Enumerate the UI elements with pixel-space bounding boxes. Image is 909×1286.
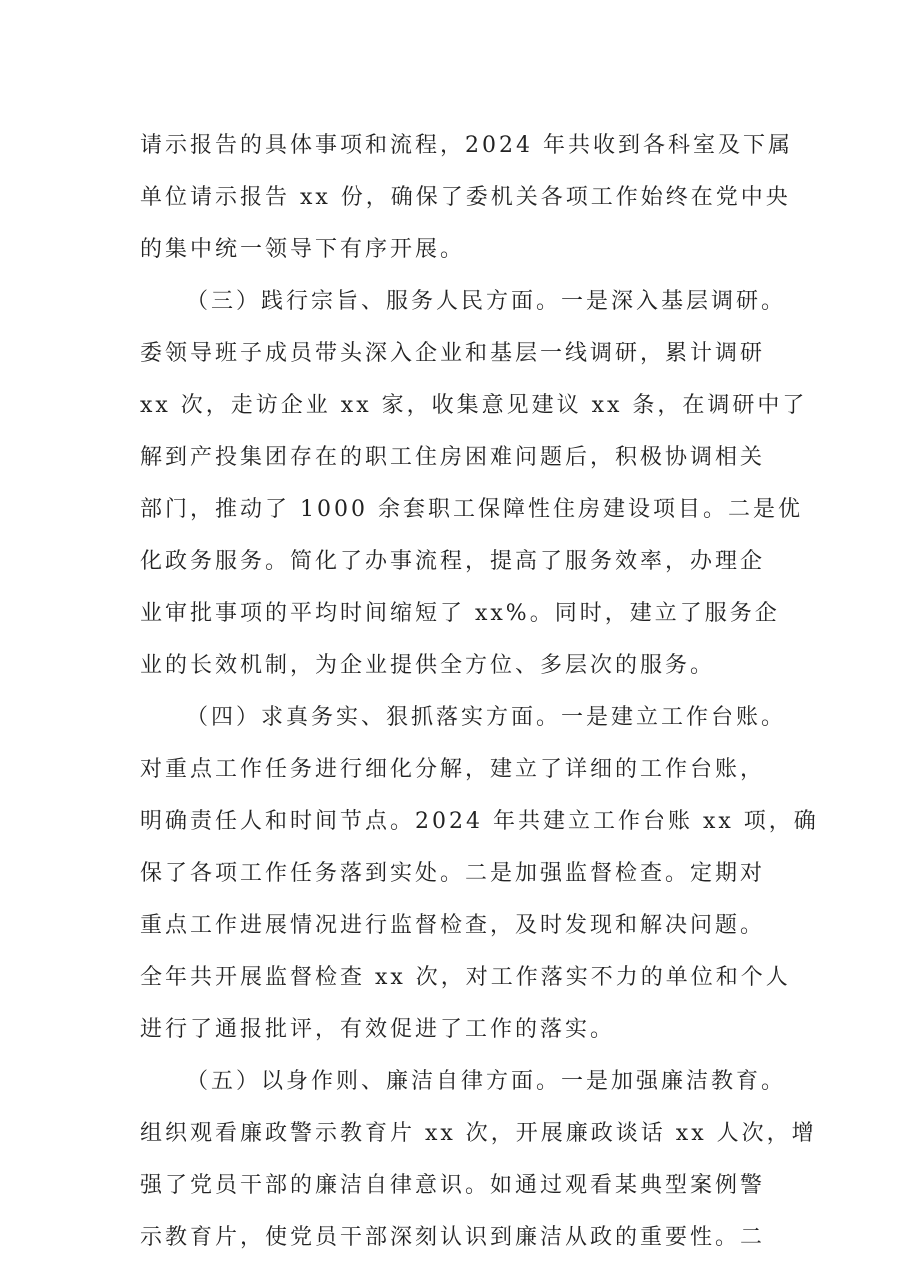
text-line: 强了党员干部的廉洁自律意识。如通过观看某典型案例警 [140,1173,766,1198]
text-line: 业审批事项的平均时间缩短了 xx%。同时，建立了服务企 [140,601,780,626]
text-line: 部门，推动了 1000 余套职工保障性住房建设项目。二是优 [140,497,803,522]
text-line: 委领导班子成员带头深入企业和基层一线调研，累计调研 [140,341,766,366]
text-line: 全年共开展监督检查 xx 次，对工作落实不力的单位和个人 [140,965,791,990]
text-line: 解到产投集团存在的职工住房困难问题后，积极协调相关 [140,445,766,470]
text-line: 请示报告的具体事项和流程，2024 年共收到各科室及下属 [140,133,793,158]
document-body [140,120,819,1264]
text-line: 化政务服务。简化了办事流程，提高了服务效率，办理企 [140,549,766,574]
section-heading-line: （四）求真务实、狠抓落实方面。一是建立工作台账。 [186,705,787,730]
text-line: 单位请示报告 xx 份，确保了委机关各项工作始终在党中央 [140,185,791,210]
section-heading-line: （五）以身作则、廉洁自律方面。一是加强廉洁教育。 [186,1069,787,1094]
text-line: 保了各项工作任务落到实处。二是加强监督检查。定期对 [140,861,766,886]
section-heading-line: （三）践行宗旨、服务人民方面。一是深入基层调研。 [186,289,787,314]
text-line: 组织观看廉政警示教育片 xx 次，开展廉政谈话 xx 人次，增 [140,1121,817,1146]
text-line: xx 次，走访企业 xx 家，收集意见建议 xx 条，在调研中了 [140,393,808,418]
text-line: 对重点工作任务进行细化分解，建立了详细的工作台账， [140,757,766,782]
text-line: 明确责任人和时间节点。2024 年共建立工作台账 xx 项，确 [140,809,819,834]
text-line: 重点工作进展情况进行监督检查，及时发现和解决问题。 [140,913,766,938]
text-line: 进行了通报批评，有效促进了工作的落实。 [140,1017,616,1042]
text-line: 的集中统一领导下有序开展。 [140,237,466,262]
text-line: 业的长效机制，为企业提供全方位、多层次的服务。 [140,653,716,678]
text-line: 示教育片，使党员干部深刻认识到廉洁从政的重要性。二 [140,1225,766,1250]
